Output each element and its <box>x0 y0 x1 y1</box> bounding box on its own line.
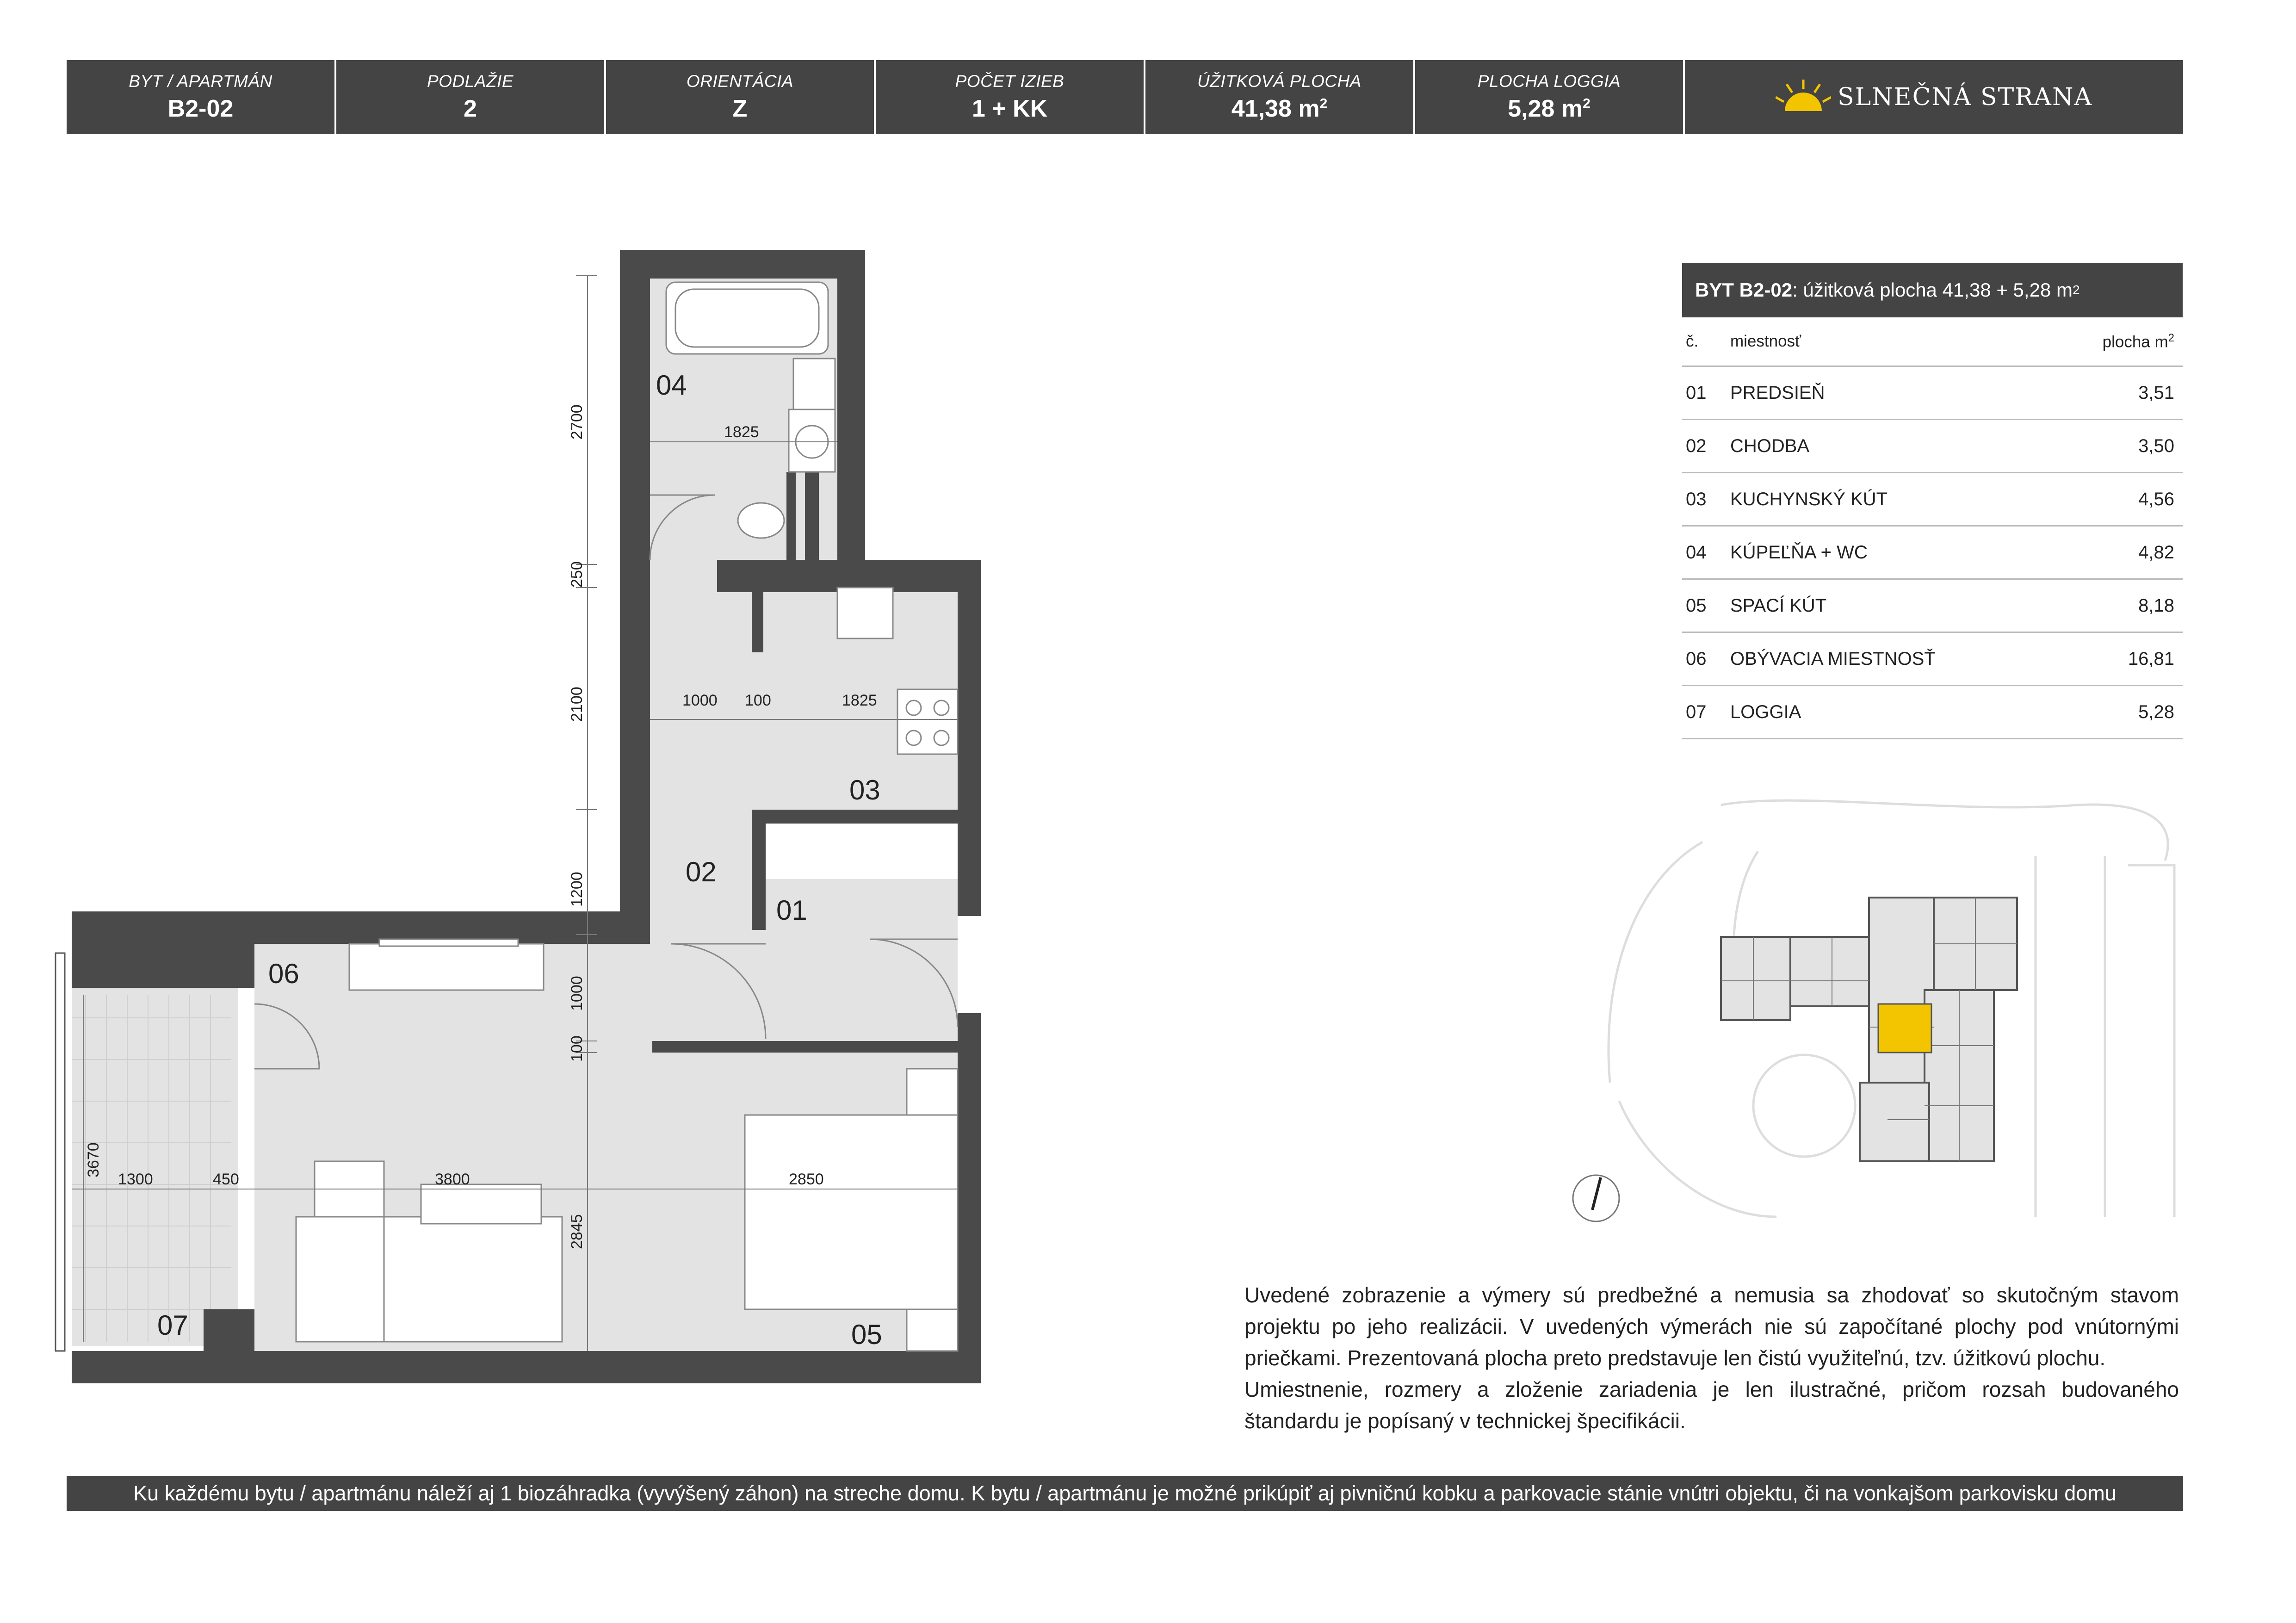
room-number: 06 <box>1686 648 1707 669</box>
dim-1200: 1200 <box>568 872 586 907</box>
room-label-01: 01 <box>776 895 807 926</box>
dim-250: 250 <box>568 561 586 588</box>
room-label-06: 06 <box>268 958 299 989</box>
room-number: 05 <box>1686 595 1707 616</box>
compass-icon <box>1573 1175 1619 1221</box>
room-area: 4,56 <box>2138 489 2174 509</box>
disclaimer-paragraph-1: Uvedené zobrazenie a výmery sú predbežné a nemusia sa zhodovať so skutočným stavom projektu po jeho realizácii. V uvedených výmerách nie sú započítané plochy pod vnútornými priečkami. Prezentovaná plocha preto predstavuje len čistú využiteľnú, tzv. úžitkovú plochu. <box>1244 1283 2179 1370</box>
logo-text: SLNEČNÁ STRANA <box>1837 83 2093 111</box>
header-value-text: 41,38 m <box>1231 95 1320 122</box>
room-name: KUCHYNSKÝ KÚT <box>1730 489 1888 509</box>
header-value-sup: 2 <box>1319 96 1328 112</box>
dim-2700: 2700 <box>568 404 586 440</box>
site-plan <box>1564 787 2184 1231</box>
footer-text: Ku každému bytu / apartmánu náleží aj 1 biozáhradka (vyvýšený záhon) na streche domu. K bytu / apartmánu je možné prikúpiť aj pivničnú kobku a parkovacie stánie vnútri objektu, či na vonkajšom parkovisku domu <box>133 1481 2117 1505</box>
room-label-07: 07 <box>157 1310 188 1341</box>
room-name: KÚPEĽŇA + WC <box>1730 542 1868 563</box>
table-row <box>1682 580 2183 633</box>
dim-100-hall: 100 <box>745 692 771 709</box>
room-table <box>1682 263 2183 739</box>
col-header-area-text: plocha m <box>2102 333 2168 351</box>
disclaimer-text <box>1244 1279 2179 1437</box>
dim-1000: 1000 <box>568 976 586 1011</box>
header-label: BYT / APARTMÁN <box>129 72 272 91</box>
dim-2100: 2100 <box>568 687 586 722</box>
room-name: PREDSIEŇ <box>1730 382 1825 403</box>
room-name: SPACÍ KÚT <box>1730 595 1827 616</box>
dim-1300: 1300 <box>118 1171 153 1188</box>
table-row <box>1682 633 2183 686</box>
col-header-number: č. <box>1686 332 1699 350</box>
header-value: 1 + KK <box>972 95 1048 122</box>
col-header-room: miestnosť <box>1730 332 1801 350</box>
dim-3670: 3670 <box>85 1142 102 1177</box>
room-label-04: 04 <box>656 370 687 401</box>
table-title-sup: 2 <box>2072 283 2080 297</box>
room-number: 03 <box>1686 489 1707 509</box>
room-number: 01 <box>1686 382 1707 403</box>
room-name: LOGGIA <box>1730 701 1801 722</box>
room-label-05: 05 <box>851 1319 882 1350</box>
header-value: B2-02 <box>167 95 234 122</box>
room-area: 8,18 <box>2138 595 2174 616</box>
header-label: PODLAŽIE <box>427 72 514 91</box>
loggia-railing <box>56 953 65 1351</box>
header-value: Z <box>732 95 748 122</box>
room-name: CHODBA <box>1730 435 1810 456</box>
header-label: PLOCHA LOGGIA <box>1477 72 1621 91</box>
col-header-area-sup: 2 <box>2168 331 2174 344</box>
room-table-title <box>1682 263 2183 317</box>
room-area: 5,28 <box>2138 701 2174 722</box>
header-label: POČET IZIEB <box>955 72 1064 91</box>
dim-100: 100 <box>568 1035 586 1062</box>
room-label-02: 02 <box>686 856 717 887</box>
apartment-highlight <box>1878 1004 1931 1053</box>
room-table-header <box>1682 317 2183 367</box>
dim-2845: 2845 <box>568 1214 586 1249</box>
header-value-sup: 2 <box>1583 96 1590 112</box>
table-row <box>1682 686 2183 739</box>
header-value: 2 <box>464 95 477 122</box>
room-number: 02 <box>1686 435 1707 456</box>
room-area: 3,51 <box>2138 382 2174 403</box>
disclaimer-paragraph-2: Umiestnenie, rozmery a zloženie zariadenia je len ilustračné, pričom rozsah budovaného štandardu je popísaný v technickej špecifikácii. <box>1244 1377 2179 1433</box>
room-area: 3,50 <box>2138 435 2174 456</box>
header-label: ÚŽITKOVÁ PLOCHA <box>1197 72 1362 91</box>
table-row <box>1682 527 2183 580</box>
dim-450: 450 <box>213 1171 239 1188</box>
col-header-area <box>2077 332 2183 352</box>
room-area: 4,82 <box>2138 542 2174 563</box>
dim-2850: 2850 <box>789 1171 824 1188</box>
table-row <box>1682 473 2183 527</box>
footer-bar <box>67 1476 2183 1511</box>
dim-1825-bath: 1825 <box>724 423 759 441</box>
header-label: ORIENTÁCIA <box>686 72 794 91</box>
room-number: 04 <box>1686 542 1707 563</box>
table-title-apartment: BYT B2-02 <box>1695 279 1793 301</box>
dim-3800: 3800 <box>435 1171 470 1188</box>
room-name: OBÝVACIA MIESTNOSŤ <box>1730 648 1936 669</box>
room-area: 16,81 <box>2128 648 2174 669</box>
table-title-area: : úžitková plocha 41,38 + 5,28 m <box>1792 279 2073 301</box>
room-number: 07 <box>1686 701 1707 722</box>
site-building <box>1721 898 2017 1161</box>
table-row <box>1682 367 2183 420</box>
table-row <box>1682 420 2183 473</box>
dim-1000-hall: 1000 <box>682 692 718 709</box>
room-label-03: 03 <box>849 774 880 805</box>
header-value-text: 5,28 m <box>1508 95 1583 122</box>
dim-1825-kitchen: 1825 <box>842 692 877 709</box>
